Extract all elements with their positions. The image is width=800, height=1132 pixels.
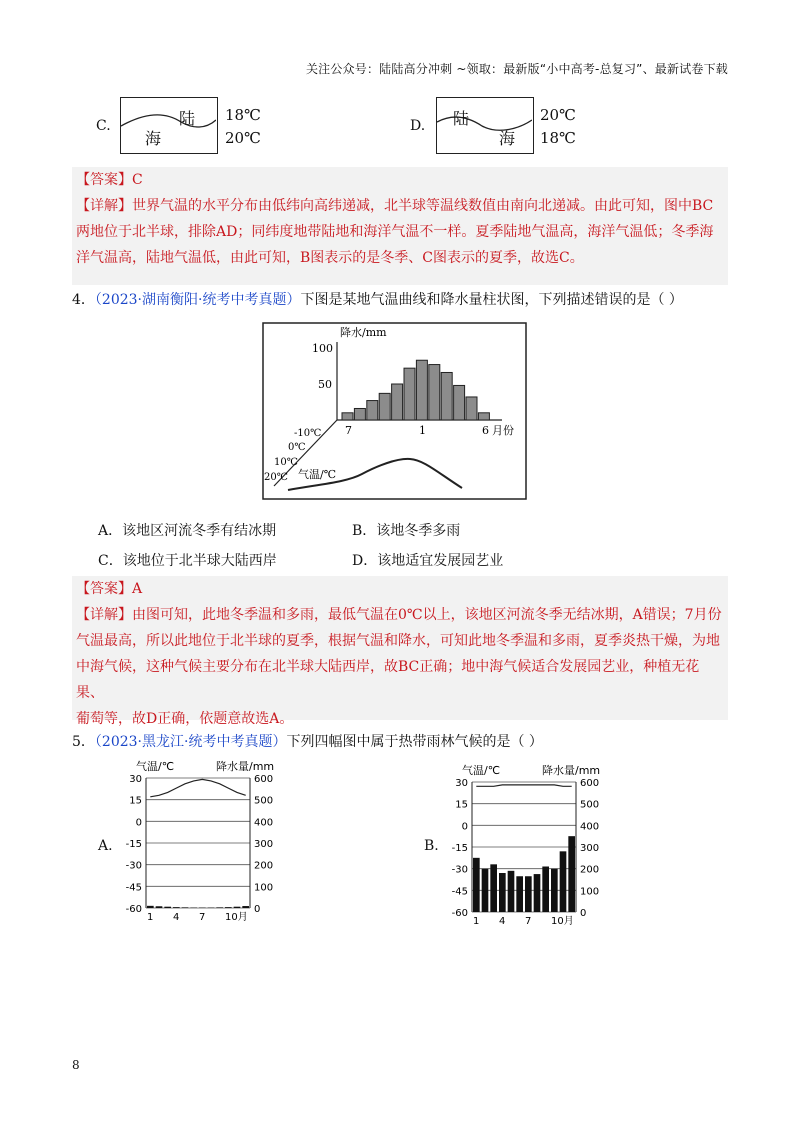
right-tick-label: 500: [254, 795, 274, 807]
q4-climate-chart: [262, 322, 527, 500]
coastline-curve-d: [437, 98, 532, 152]
q5-chart-a-letter[interactable]: A.: [98, 838, 113, 854]
q5-a-grid: [146, 778, 250, 908]
left-tick-label: 15: [129, 795, 142, 807]
q4-precip-bar: [392, 384, 403, 420]
x-tick-label: 10月: [225, 912, 248, 923]
q5-a-precip-label: 降水量/mm: [216, 760, 275, 773]
x-tick-label: 1: [147, 912, 154, 923]
precip-bar: [534, 874, 541, 912]
precip-bar: [147, 906, 154, 908]
left-tick-label: -60: [125, 904, 142, 915]
q5-b-temp-label: 气温/℃: [462, 764, 501, 777]
q4-precip-bars: [342, 360, 489, 420]
option-c-temp-top: 18℃: [225, 106, 261, 124]
right-tick-label: 300: [580, 843, 600, 854]
x-tick-label: 1: [473, 916, 480, 927]
precip-bar: [216, 907, 223, 908]
precip-bar: [568, 836, 575, 912]
x-tick-label: 4: [499, 916, 506, 927]
precip-bar: [225, 907, 232, 908]
q5-chart-b: [444, 762, 604, 930]
option-c-letter: C.: [96, 118, 111, 134]
q4-answer-block: [72, 576, 728, 727]
q4-precip-bar: [441, 372, 452, 420]
q4-precip-bar: [342, 413, 353, 420]
right-tick-label: 300: [254, 839, 274, 850]
left-tick-label: -15: [451, 843, 468, 854]
q4-detail-line-3: 葡萄等，故D正确，依题意故选A。: [76, 711, 294, 727]
left-tick-label: 15: [455, 799, 468, 811]
option-c-diagram: [120, 97, 218, 154]
page-header: 关注公众号：陆陆高分冲刺 ~领取：最新版“小中高考-总复习”、最新试卷下载: [305, 62, 728, 76]
left-tick-label: 30: [129, 774, 142, 785]
precip-bar: [516, 876, 523, 912]
q5-chart-a: [118, 758, 278, 926]
q4-precip-bar: [478, 413, 489, 420]
q4-xtick-7: 7: [345, 424, 352, 437]
q3-detail-label: 【详解】: [76, 198, 132, 214]
left-tick-label: -30: [451, 864, 468, 876]
right-tick-label: 600: [580, 778, 600, 789]
q4-ytick-100: 100: [312, 342, 333, 355]
q4-ytick-50: 50: [318, 378, 332, 391]
q5-a-right-ticks: [254, 774, 273, 915]
coastline-curve-c: [121, 98, 216, 152]
right-tick-label: 400: [580, 821, 600, 833]
q4-detail-line-1: 气温最高，所以此地位于北半球的夏季，根据气温和降水，可知此地冬季温和多雨，夏季炎热干燥，为地: [76, 633, 720, 649]
precip-bar: [508, 871, 515, 912]
x-tick-label: 4: [173, 912, 180, 923]
left-tick-label: -45: [451, 886, 468, 898]
q5-a-temp-label: 气温/℃: [136, 760, 175, 773]
left-tick-label: -60: [451, 908, 468, 919]
q4-xtick-6: 6: [482, 424, 489, 437]
sea-label-c: 海: [145, 129, 162, 148]
right-tick-label: 0: [254, 904, 261, 915]
q4-month-label: 月份: [492, 424, 514, 437]
q4-choice-a[interactable]: A．该地区河流冬季有结冰期: [98, 523, 277, 539]
q4-precip-label: 降水/mm: [340, 326, 387, 339]
q4-source: （2023·湖南衡阳·统考中考真题）: [94, 292, 301, 308]
precip-bar: [482, 869, 489, 912]
q4-detail-line-2: 中海气候，这种气候主要分布在北半球大陆西岸，故BC正确；地中海气候适合发展园艺业，种植无花果、: [76, 659, 700, 701]
q5-number: 5．: [72, 734, 95, 750]
right-tick-label: 600: [254, 774, 274, 785]
q4-stem: [72, 289, 683, 311]
q5-b-precip-label: 降水量/mm: [542, 764, 601, 777]
q4-detail-label: 【详解】: [76, 607, 132, 623]
right-tick-label: 500: [580, 799, 600, 811]
precip-bar: [242, 906, 249, 908]
q5-b-temp-curve: [476, 785, 571, 786]
precip-bar: [473, 858, 480, 912]
q3-answer-label: 【答案】C: [76, 172, 143, 188]
q4-precip-bar: [466, 397, 477, 420]
q4-precip-bar: [454, 385, 465, 420]
q5-b-precip-bars: [473, 836, 575, 912]
q4-choice-d[interactable]: D．该地适宜发展园艺业: [352, 553, 504, 569]
q4-detail-text-0: 由图可知，此地冬季温和多雨，最低气温在0℃以上，该地区河流冬季无结冰期，A错误；7月份: [132, 607, 722, 623]
option-c-temp-bottom: 20℃: [225, 129, 261, 147]
q4-ttick-2: 10℃: [274, 457, 298, 468]
precip-bar: [156, 906, 163, 908]
q5-b-left-ticks: [452, 778, 468, 919]
q5-a-temp-curve: [150, 779, 245, 796]
q5-chart-b-letter[interactable]: B.: [424, 838, 439, 854]
land-label-d: 陆: [453, 109, 470, 128]
x-tick-label: 7: [525, 916, 532, 927]
right-tick-label: 400: [254, 817, 274, 829]
q5-a-x-ticks: [147, 911, 248, 923]
q4-detail-line-0: [72, 602, 728, 628]
q4-number: 4．: [72, 292, 95, 308]
left-tick-label: 30: [455, 778, 468, 789]
right-tick-label: 0: [580, 908, 587, 919]
q4-temp-label: 气温/℃: [298, 468, 337, 481]
q4-precip-bar: [404, 368, 415, 420]
q4-text: 下图是某地气温曲线和降水量柱状图，下列描述错误的是（ ）: [300, 292, 683, 308]
q5-a-left-ticks: [126, 774, 142, 915]
q3-detail-text-0: 世界气温的水平分布由低纬向高纬递减，北半球等温线数值由南向北递减。由此可知，图中BC: [132, 198, 714, 214]
precip-bar: [234, 907, 241, 908]
precip-bar: [542, 867, 549, 913]
q4-ttick-1: 0℃: [288, 442, 306, 453]
q4-precip-bar: [429, 365, 440, 420]
x-tick-label: 7: [199, 912, 206, 923]
left-tick-label: -30: [125, 860, 142, 872]
q5-stem: [72, 731, 543, 753]
precip-bar: [490, 864, 497, 912]
option-d-temp-top: 20℃: [540, 106, 576, 124]
precip-bar: [525, 876, 532, 912]
x-tick-label: 10月: [551, 916, 574, 927]
q4-xtick-1: 1: [419, 424, 426, 437]
q4-ttick-0: -10℃: [294, 428, 322, 439]
right-tick-label: 200: [254, 860, 274, 872]
q4-precip-bar: [367, 401, 378, 420]
q4-choice-c[interactable]: C．该地位于北半球大陆西岸: [98, 553, 277, 569]
q5-source: （2023·黑龙江·统考中考真题）: [94, 734, 287, 750]
q4-ttick-3: 20℃: [264, 472, 288, 483]
page-number: 8: [72, 1058, 80, 1072]
precip-bar: [164, 907, 171, 908]
precip-bar: [551, 869, 558, 912]
sea-label-d: 海: [499, 129, 516, 148]
left-tick-label: 0: [461, 821, 468, 833]
q3-detail-line-2: 洋气温高，陆地气温低，由此可知，B图表示的是冬季、C图表示的夏季，故选C。: [76, 250, 584, 266]
q3-detail-line-1: 两地位于北半球，排除AD；同纬度地带陆地和海洋气温不一样。夏季陆地气温高，海洋气温低；冬季海: [76, 224, 714, 240]
option-d-diagram: [436, 97, 534, 154]
precip-bar: [499, 873, 506, 912]
option-d-temp-bottom: 18℃: [540, 129, 576, 147]
q5-b-x-ticks: [473, 915, 574, 927]
q4-precip-bar: [354, 408, 365, 420]
q3-detail-line-0: [72, 193, 728, 219]
land-label-c: 陆: [179, 109, 196, 128]
precip-bar: [182, 907, 189, 908]
right-tick-label: 100: [580, 886, 600, 898]
precip-bar: [173, 907, 180, 908]
q5-b-right-ticks: [580, 778, 599, 919]
right-tick-label: 100: [254, 882, 274, 894]
q4-choice-b[interactable]: B．该地冬季多雨: [352, 523, 461, 539]
q4-precip-bar: [416, 360, 427, 420]
left-tick-label: -15: [125, 839, 142, 850]
q4-precip-bar: [379, 393, 390, 420]
precip-bar: [560, 851, 567, 912]
option-d-letter: D.: [410, 118, 426, 134]
q3-answer-block: [72, 167, 728, 285]
q5-text: 下列四幅图中属于热带雨林气候的是（ ）: [286, 734, 543, 750]
left-tick-label: 0: [135, 817, 142, 829]
right-tick-label: 200: [580, 864, 600, 876]
left-tick-label: -45: [125, 882, 142, 894]
q4-answer-label: 【答案】A: [76, 581, 143, 597]
